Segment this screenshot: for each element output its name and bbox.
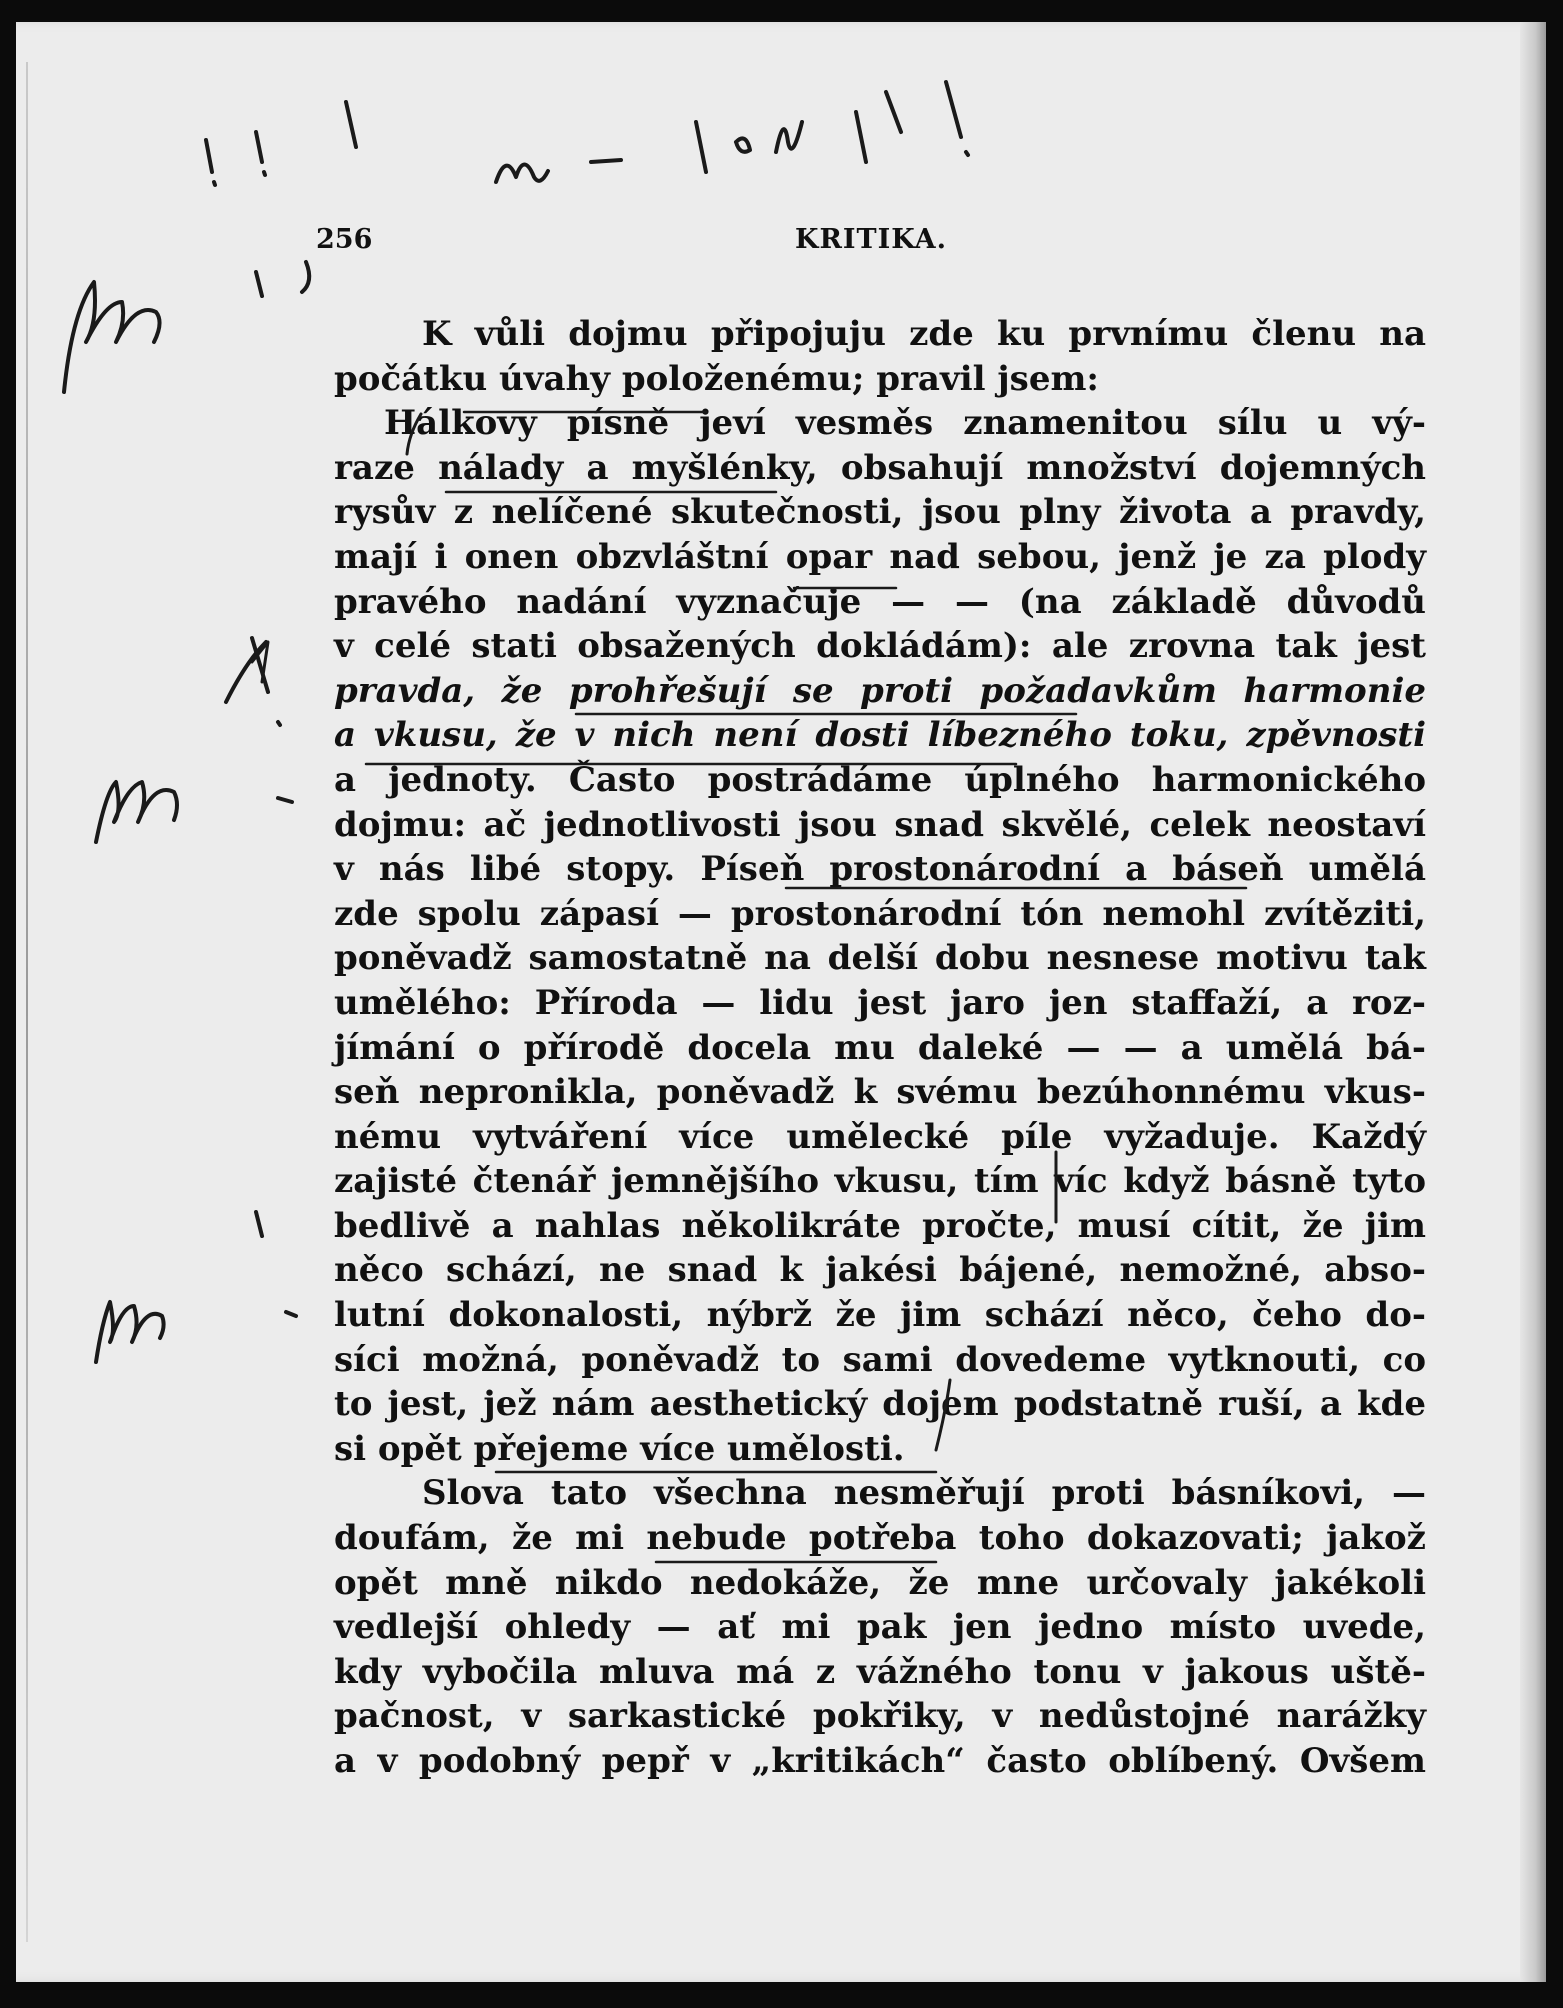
text-line: v celé stati obsažených dokládám): ale zrovna tak jest [334, 626, 1426, 667]
margin-note-ne-exclaim [96, 638, 292, 842]
text-line: síci možná, poněvadž to sami dovedeme vytknouti, co [334, 1339, 1426, 1380]
text-line: rysův z nelíčené skutečnosti, jsou plny života a pravdy, [334, 492, 1426, 533]
text-line: doufám, že mi nebude potřeba toho dokazovati; jakož [334, 1518, 1426, 1559]
text-line: seň nepronikla, poněvadž k svému bezúhonnému vkus- [334, 1072, 1426, 1113]
text-line: jímání o přírodě docela mu daleké — — a umělá bá- [334, 1027, 1426, 1068]
margin-note-ne-lower [96, 1212, 296, 1362]
text-line: to jest, jež nám aesthetický dojem podstatně ruší, a kde [334, 1384, 1426, 1425]
text-line: a vkusu, že v nich není dosti líbezného toku, zpěvnosti [334, 715, 1426, 756]
text-line: a jednoty. Často postrádáme úplného harmonického [334, 759, 1426, 800]
text-line: Hálkovy písně jeví vesměs znamenitou sílu u vý- [384, 403, 1426, 444]
text-line: umělého: Příroda — lidu jest jaro jen staffaží, a roz- [334, 982, 1426, 1023]
text-line: pačnost, v sarkastické pokřiky, v nedůstojné narážky [334, 1696, 1426, 1737]
text-line: pravda, že prohřešují se proti požadavkům harmonie [334, 670, 1426, 711]
text-line: zde spolu zápasí — prostonárodní tón nemohl zvítěziti, [334, 893, 1426, 934]
gutter-line [26, 62, 28, 1942]
page-header [316, 224, 1426, 264]
text-line: počátku úvahy položenému; pravil jsem: [334, 358, 1099, 399]
text-line: něco schází, ne snad k jakési bájené, nemožné, abso- [334, 1250, 1426, 1291]
text-line: si opět přejeme více umělosti. [334, 1428, 905, 1469]
text-line: poněvadž samostatně na delší dobu nesnese motivu tak [334, 938, 1426, 979]
text-line: pravého nadání vyznačuje — — (na základě důvodů [334, 581, 1426, 622]
text-line: a v podobný pepř v „kritikách“ často oblíbený. Ovšem [334, 1741, 1426, 1781]
text-line: raze nálady a myšlénky, obsahují množství dojemných [334, 447, 1426, 488]
page-edge-shadow [1520, 22, 1546, 1982]
margin-note-ne [64, 262, 309, 392]
text-line: zajisté čtenář jemnějšího vkusu, tím víc když básně tyto [334, 1161, 1426, 1202]
text-line: nému vytváření více umělecké píle vyžaduje. Každý [334, 1116, 1426, 1157]
text-line: Slova tato všechna nesměřují proti básníkovi, — [422, 1473, 1426, 1514]
page-number: 256 [316, 224, 373, 255]
text-line: v nás libé stopy. Píseň prostonárodní a báseň umělá [334, 849, 1426, 890]
body-text [334, 312, 1426, 1784]
text-line: opět mně nikdo nedokáže, že mne určovaly jakékoli [334, 1562, 1426, 1603]
text-line: bedlivě a nahlas několikráte pročte, musí cítit, že jim [334, 1205, 1426, 1246]
book-page [16, 22, 1546, 1982]
text-line: mají i onen obzvláštní opar nad sebou, jenž je za plody [334, 536, 1426, 577]
text-line: dojmu: ač jednotlivosti jsou snad skvělé, celek neostaví [334, 804, 1426, 845]
text-line: lutní dokonalosti, nýbrž že jim schází něco, čeho do- [334, 1295, 1426, 1336]
text-line: vedlejší ohledy — ať mi pak jen jedno místo uvede, [334, 1607, 1426, 1648]
top-handwritten-note [206, 82, 968, 185]
text-line: kdy vybočila mluva má z vážného tonu v jakous uště- [334, 1651, 1426, 1692]
running-title: KRITIKA. [795, 224, 947, 255]
text-line: K vůli dojmu připojuju zde ku prvnímu členu na [422, 314, 1426, 354]
